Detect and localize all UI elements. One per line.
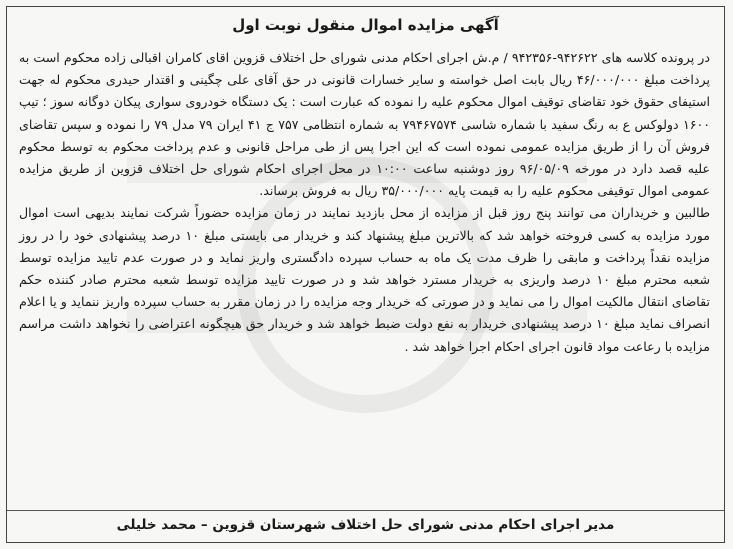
notice-paragraph-terms: طالبین و خریداران می توانند پنج روز قبل از مزایده از محل بازدید نمایند در زمان مزایده حضوراً شرکت نمایند بدیهی است اموال مورد مزایده به کسی فروخته خواهد شد که بالاترین مبلغ پیشنهاد کند و خریدار می بایستی مبلغ ۱۰ درصد پیشنهادی خود را در روز مزایده نقداً پرداخت و مابقی را ظرف مدت یک ماه به حساب سپرده دادگستری واریز نماید و در صورت عدم تایید مزایده توسط شعبه محترم مبلغ ۱۰ درصد واریزی به خریدار مسترد خواهد شد و در صورت تایید مزایده توسط شعبه محترم صادر کننده حکم تقاضای انتقال مالکیت اموال را می نماید و در صورتی که خریدار وجه مزایده را در زمان مقرر به حساب سپرده واریز ننماید و یا اعلام انصراف نماید مبلغ ۱۰ درصد پیشنهادی خریدار به نفع دولت ضبط خواهد شد و خریدار حق هیچگونه اعتراضی را نخواهد داشت مراسم مزایده با رعاعت مواد قانون اجرای احکام اجرا خواهد شد . [19, 205, 711, 354]
notice-paragraph-case: در پرونده کلاسه های ۹۴۲۶۲۲-۹۴۲۳۵۶ / م.ش اجرای احکام مدنی شورای حل اختلاف قزوین اقای کامران اقبالی زاده محکوم است به پرداخت مبلغ ۴۶/۰۰۰/۰۰۰ ریال بابت اصل خواسته و سایر خسارات قانونی در حق آقای علی چگینی و اقتدار حیدری محکوم له جهت استیفای حقوق خود تقاضای توقیف اموال محکوم علیه را نموده که عبارت است : یک دستگاه خودروی سواری پیکان دوگانه سوز ؛ تیپ ۱۶۰۰ دولوکس ع به رنگ سفید با شماره شاسی ۷۹۴۶۷۵۷۴ به شماره انتظامی ۷۵۷ ج ۴۱ ایران ۷۹ مدل ۷۹ را نموده و سپس تقاضای فروش آن را از طریق مزایده عمومی نموده است که این اجرا پس از طی مراحل قانونی و عدم پرداخت محکوم به توسط محکوم علیه قصد دارد در مورخه ۹۶/۰۵/۰۹ روز دوشنبه ساعت ۱۰:۰۰ در محل اجرای احکام شورای حل اختلاف قزوین از طریق مزایده عمومی اموال توقیفی محکوم علیه را به قیمت پایه ۳۵/۰۰۰/۰۰۰ ریال به فروش برساند. [19, 50, 710, 199]
notice-signature: مدیر اجرای احکام مدنی شورای حل اختلاف شهرستان قزوین – محمد خلیلی [116, 517, 615, 533]
auction-notice [6, 6, 725, 543]
notice-title: آگهی مزایده اموال منقول نوبت اول [232, 16, 499, 34]
notice-body [19, 47, 710, 358]
footer-divider [7, 510, 724, 511]
